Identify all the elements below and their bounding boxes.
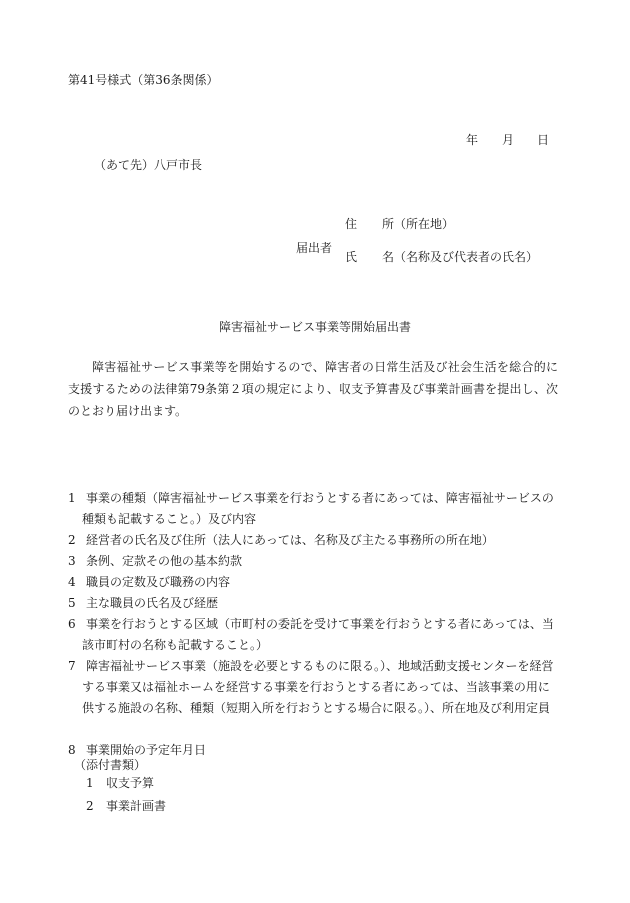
attachments-heading: （添付書類） (74, 758, 147, 772)
name-label: 名（名称及び代表者の氏名） (382, 250, 539, 264)
item-number: 2 (68, 533, 76, 547)
attachment-number: 1 (86, 776, 94, 790)
form-label: 第41号様式（第36条関係） (68, 73, 219, 87)
address-label: 所（所在地） (382, 217, 455, 231)
list-item (68, 593, 560, 614)
item-number: 6 (68, 617, 76, 631)
list-item (68, 551, 560, 572)
date-day: 日 (537, 133, 550, 147)
item-number: 7 (68, 659, 76, 673)
attachment-text: 事業計画書 (106, 799, 167, 813)
body-paragraph: 障害福祉サービス事業等を開始するので、障害者の日常生活及び社会生活を総合的に支援するための法律第79条第２項の規定により、収支予算書及び事業計画書を提出し、次のとおり届け出ます。 (68, 360, 558, 418)
date-year: 年 (466, 133, 479, 147)
list-item (68, 614, 560, 656)
name-prefix: 氏 (345, 250, 358, 264)
item-number: 4 (68, 575, 76, 589)
item-text: 事業開始の予定年月日 (86, 743, 207, 757)
item-number: 3 (68, 554, 76, 568)
document-title: 障害福祉サービス事業等開始届出書 (218, 320, 411, 334)
addressee: （あて先）八戸市長 (94, 158, 203, 172)
list-item (68, 530, 560, 551)
item-number: 5 (68, 596, 76, 610)
attachment-item (86, 798, 166, 814)
item-text: 事業の種類（障害福祉サービス事業を行おうとする者にあっては、障害福祉サービスの種類も記載すること。）及び内容 (82, 491, 554, 526)
attachment-number: 2 (86, 799, 94, 813)
item-number: 1 (68, 491, 76, 505)
item-text: 主な職員の氏名及び経歴 (86, 596, 219, 610)
attachment-item (86, 775, 154, 791)
list-item (68, 656, 560, 719)
item-text: 経営者の氏名及び住所（法人にあっては、名称及び主たる事務所の所在地） (86, 533, 494, 547)
item-number: 8 (68, 743, 76, 757)
notifier-label: 届出者 (296, 241, 333, 255)
list-item (68, 572, 560, 593)
date-month: 月 (502, 133, 515, 147)
item-text: 条例、定款その他の基本約款 (86, 554, 243, 568)
address-prefix: 住 (345, 217, 358, 231)
item-text: 職員の定数及び職務の内容 (86, 575, 231, 589)
list-item (68, 488, 560, 530)
item-text: 障害福祉サービス事業（施設を必要とするものに限る。）、地域活動支援センターを経営する事業又は福祉ホームを経営する事業を行おうとする者にあっては、当該事業の用に供する施設の名称、種類（短期入所を行おうとする場合に限る。）、所在地及び利用定員 (82, 659, 554, 715)
attachment-text: 収支予算 (106, 776, 155, 790)
item-text: 事業を行おうとする区域（市町村の委託を受けて事業を行おうとする者にあっては、当該市町村の名称も記載すること。） (82, 617, 554, 652)
